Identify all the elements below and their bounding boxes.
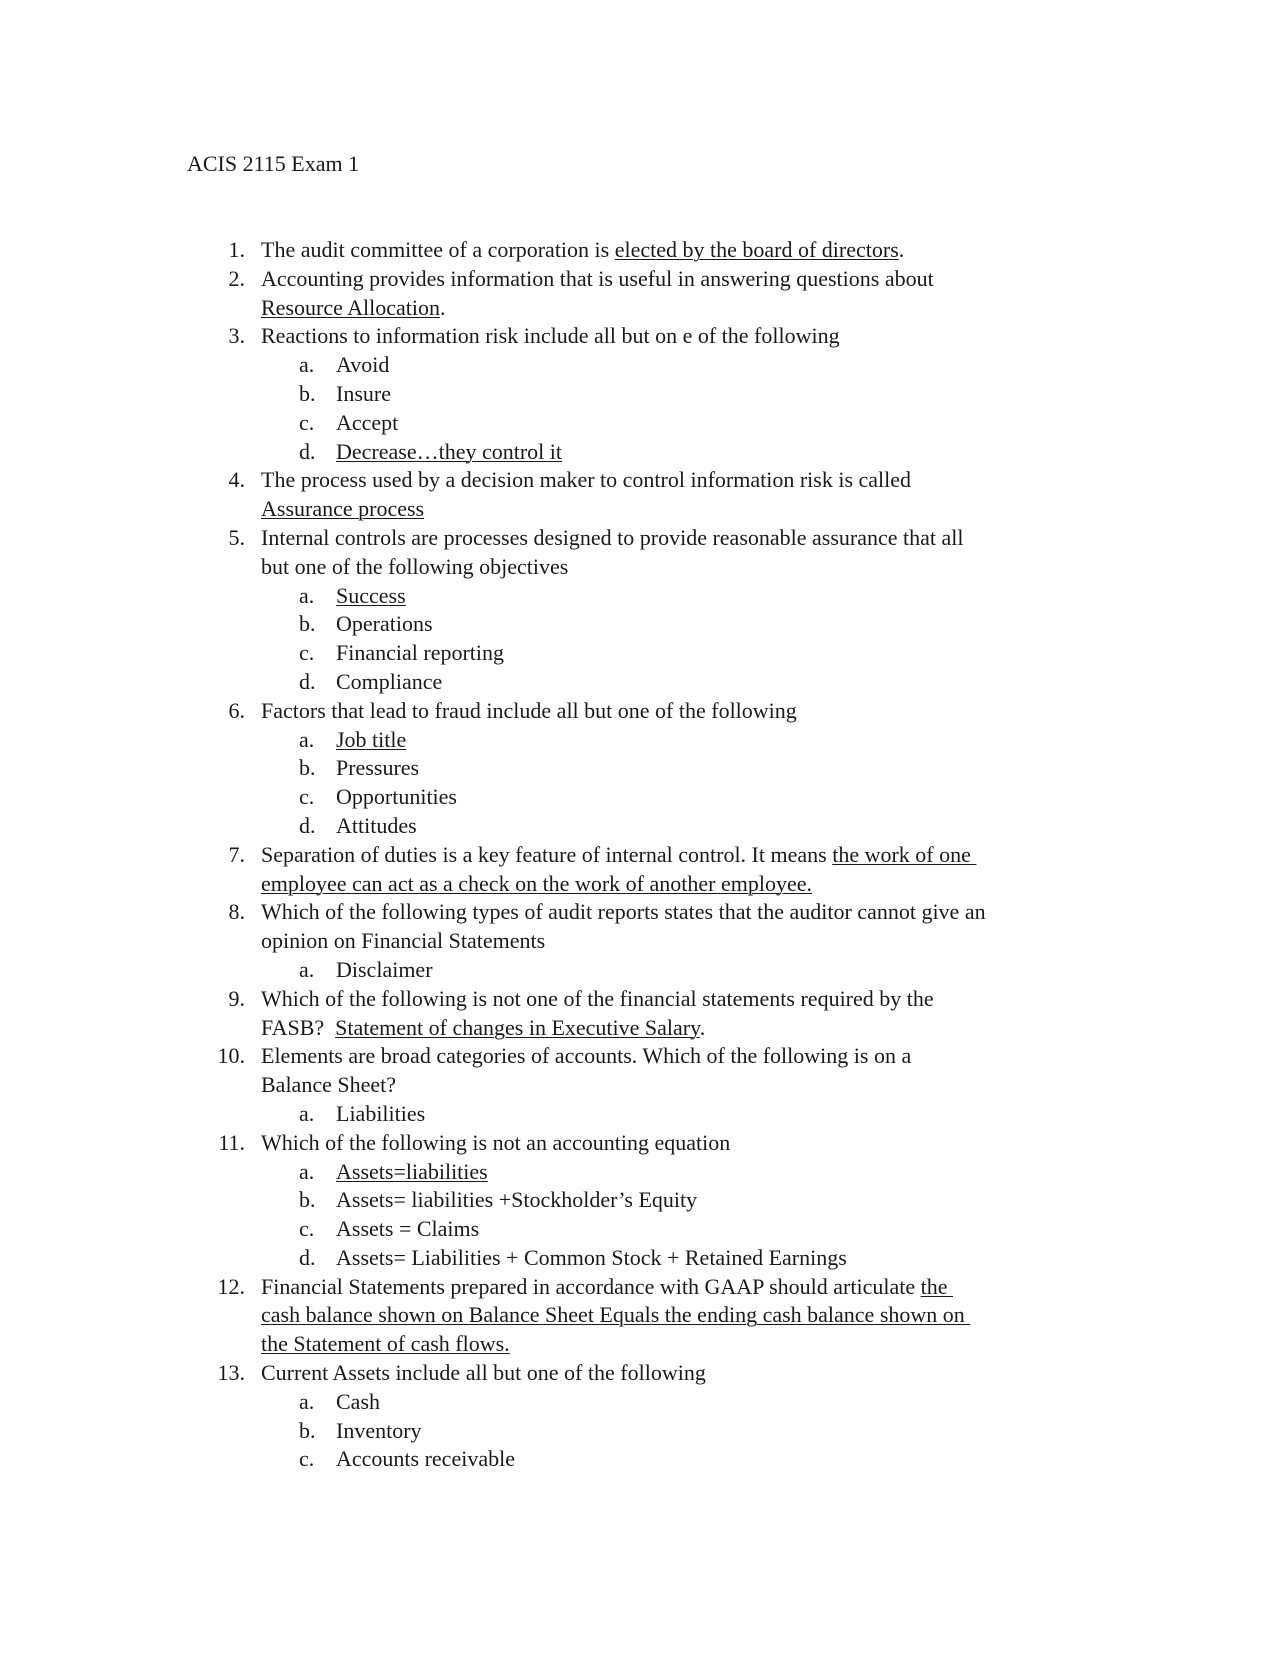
option-letter: b. xyxy=(299,1187,316,1213)
option-text: Pressures xyxy=(336,755,420,781)
question-number: 6. xyxy=(228,697,245,723)
question-2 xyxy=(0,265,1280,294)
question-9-cont xyxy=(0,1014,1280,1043)
question-list xyxy=(0,236,1280,1474)
question-5 xyxy=(0,524,1280,553)
question-7-cont xyxy=(0,870,1280,899)
answer-text: the Statement of cash flows. xyxy=(261,1331,510,1357)
answer-text: elected by the board of directors xyxy=(614,237,899,262)
question-text: Accounting provides information that is useful in answering questions about xyxy=(261,265,934,291)
option-text: Avoid xyxy=(336,352,390,378)
question-9 xyxy=(0,985,1280,1014)
option-text-answer: Success xyxy=(336,582,406,608)
option-letter: a. xyxy=(299,726,315,752)
question-text: Current Assets include all but one of the following xyxy=(261,1360,706,1386)
question-1 xyxy=(0,236,1280,265)
option xyxy=(0,1244,1280,1273)
option-letter: c. xyxy=(299,640,315,666)
question-number: 12. xyxy=(217,1273,245,1299)
question-text: FASB? Statement of changes in Executive Salary. xyxy=(261,1014,706,1040)
answer-text: employee can act as a check on the work of another employee. xyxy=(261,870,812,896)
option-letter: c. xyxy=(299,1216,315,1242)
option-letter: b. xyxy=(299,1417,316,1443)
question-text: Reactions to information risk include all but on e of the following xyxy=(261,323,840,349)
question-number: 5. xyxy=(228,524,245,550)
option-letter: b. xyxy=(299,611,316,637)
option xyxy=(0,1388,1280,1417)
question-text: Financial Statements prepared in accordance with GAAP should articulate the xyxy=(261,1273,953,1299)
option xyxy=(0,668,1280,697)
question-7 xyxy=(0,841,1280,870)
option xyxy=(0,726,1280,755)
question-8 xyxy=(0,898,1280,927)
option xyxy=(0,438,1280,467)
question-number: 13. xyxy=(217,1360,245,1386)
question-text: Which of the following types of audit reports states that the auditor cannot give an xyxy=(261,899,986,925)
option xyxy=(0,754,1280,783)
option-letter: b. xyxy=(299,755,316,781)
question-number: 11. xyxy=(218,1129,245,1155)
question-number: 4. xyxy=(228,467,245,493)
option-text: Cash xyxy=(336,1388,380,1414)
option-letter: d. xyxy=(299,668,316,694)
option xyxy=(0,610,1280,639)
question-8-cont xyxy=(0,927,1280,956)
option-text: Liabilities xyxy=(336,1100,426,1126)
option-text: Insure xyxy=(336,380,391,406)
answer-line: Resource Allocation. xyxy=(261,294,446,320)
option-text: Assets= liabilities +Stockholder’s Equity xyxy=(336,1187,698,1213)
option xyxy=(0,639,1280,668)
option xyxy=(0,409,1280,438)
question-12-cont xyxy=(0,1330,1280,1359)
answer-text: Statement of changes in Executive Salary xyxy=(335,1014,700,1040)
option xyxy=(0,351,1280,380)
option-text: Compliance xyxy=(336,668,443,694)
question-number: 8. xyxy=(228,899,245,925)
question-12 xyxy=(0,1273,1280,1302)
option-letter: d. xyxy=(299,812,316,838)
option-letter: c. xyxy=(299,784,315,810)
option-text: Disclaimer xyxy=(336,956,433,982)
question-text: Balance Sheet? xyxy=(261,1072,396,1098)
option-letter: d. xyxy=(299,1244,316,1270)
option xyxy=(0,812,1280,841)
question-number: 2. xyxy=(228,265,245,291)
option-text: Attitudes xyxy=(336,812,417,838)
option-letter: a. xyxy=(299,582,315,608)
option-letter: d. xyxy=(299,438,316,464)
option-letter: c. xyxy=(299,1446,315,1472)
question-number: 3. xyxy=(228,323,245,349)
option xyxy=(0,1158,1280,1187)
option-text-answer: Assets=liabilities xyxy=(336,1158,488,1184)
question-4-cont xyxy=(0,495,1280,524)
question-2-cont xyxy=(0,294,1280,323)
option xyxy=(0,1100,1280,1129)
question-text: opinion on Financial Statements xyxy=(261,928,546,954)
answer-text: Assurance process xyxy=(261,496,425,522)
question-text: Which of the following is not one of the financial statements required by the xyxy=(261,985,934,1011)
question-text: The audit committee of a corporation is elected by the board of directors. xyxy=(261,237,905,262)
question-text: Factors that lead to fraud include all but one of the following xyxy=(261,697,797,723)
option xyxy=(0,1445,1280,1474)
option-text: Accounts receivable xyxy=(336,1446,515,1472)
option xyxy=(0,783,1280,812)
question-number: 10. xyxy=(217,1043,245,1069)
question-3 xyxy=(0,322,1280,351)
document-title: ACIS 2115 Exam 1 xyxy=(187,151,360,176)
option-text: Inventory xyxy=(336,1417,422,1443)
option-letter: a. xyxy=(299,352,315,378)
option-text: Assets= Liabilities + Common Stock + Retained Earnings xyxy=(336,1244,847,1270)
question-number: 7. xyxy=(228,841,245,867)
question-number: 9. xyxy=(228,985,245,1011)
answer-text: cash balance shown on Balance Sheet Equals the ending cash balance shown on xyxy=(261,1302,971,1328)
option-text: Opportunities xyxy=(336,784,457,810)
option-text: Accept xyxy=(336,409,399,435)
question-text: Separation of duties is a key feature of internal control. It means the work of one xyxy=(261,841,977,867)
option-text: Assets = Claims xyxy=(336,1216,480,1242)
question-number: 1. xyxy=(228,237,245,262)
question-text: Elements are broad categories of accounts. Which of the following is on a xyxy=(261,1043,912,1069)
question-5-cont xyxy=(0,553,1280,582)
option-text: Financial reporting xyxy=(336,640,505,666)
option-letter: c. xyxy=(299,409,315,435)
question-10-cont xyxy=(0,1071,1280,1100)
option-text-answer: Decrease…they control it xyxy=(336,438,563,464)
option xyxy=(0,1417,1280,1446)
answer-text: the xyxy=(920,1273,953,1299)
question-13 xyxy=(0,1359,1280,1388)
question-6 xyxy=(0,697,1280,726)
option xyxy=(0,582,1280,611)
question-text: The process used by a decision maker to control information risk is called xyxy=(261,467,912,493)
option-text: Operations xyxy=(336,611,433,637)
question-11 xyxy=(0,1129,1280,1158)
question-text: Internal controls are processes designed to provide reasonable assurance that all xyxy=(261,524,964,550)
question-text: Which of the following is not an accounting equation xyxy=(261,1129,731,1155)
option xyxy=(0,956,1280,985)
option-letter: a. xyxy=(299,1100,315,1126)
option-letter: b. xyxy=(299,380,316,406)
option-letter: a. xyxy=(299,956,315,982)
option xyxy=(0,1215,1280,1244)
option-letter: a. xyxy=(299,1388,315,1414)
question-text: but one of the following objectives xyxy=(261,553,569,579)
answer-text: the work of one xyxy=(832,841,977,867)
option-letter: a. xyxy=(299,1158,315,1184)
option xyxy=(0,1186,1280,1215)
answer-text: Resource Allocation xyxy=(261,294,441,320)
option-text-answer: Job title xyxy=(336,726,407,752)
question-10 xyxy=(0,1042,1280,1071)
option xyxy=(0,380,1280,409)
question-12-cont xyxy=(0,1301,1280,1330)
question-4 xyxy=(0,466,1280,495)
